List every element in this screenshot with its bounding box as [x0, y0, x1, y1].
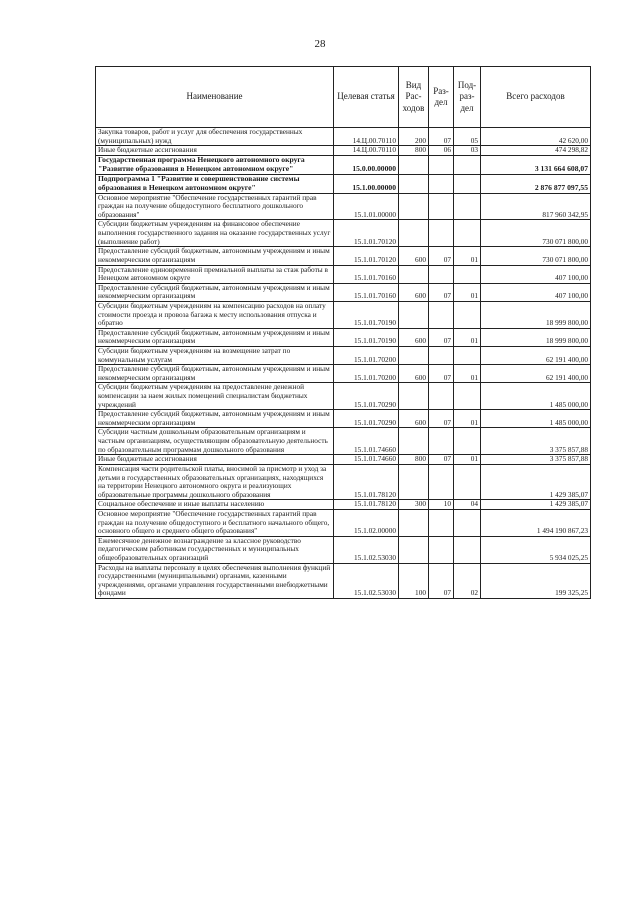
- row-total-cell: 817 960 342,95: [481, 193, 591, 220]
- table-row: [96, 347, 591, 365]
- row-total-cell: 474 298,82: [481, 146, 591, 156]
- row-section-cell: 07: [429, 283, 454, 301]
- header-expense-type: Вид Рас- ходов: [399, 67, 429, 128]
- table-row: [96, 193, 591, 220]
- row-subsection-cell: 03: [454, 146, 481, 156]
- row-target-article-cell: 15.1.02.00000: [334, 509, 399, 536]
- row-expense-type-cell: 800: [399, 146, 429, 156]
- row-subsection-cell: 05: [454, 128, 481, 146]
- row-expense-type-cell: 800: [399, 455, 429, 465]
- table-row: [96, 455, 591, 465]
- row-name-cell: Основное мероприятие "Обеспечение государственных гарантий прав граждан на получение общедоступного и бесплатного начального общего, основного общего и среднего общего образования": [96, 509, 334, 536]
- row-total-cell: 199 325,25: [481, 563, 591, 598]
- row-target-article-cell: 15.1.02.53030: [334, 536, 399, 563]
- row-total-cell: 1 494 190 867,23: [481, 509, 591, 536]
- row-subsection-cell: [454, 155, 481, 174]
- table-row: [96, 410, 591, 428]
- row-target-article-cell: 14.Ц.00.70110: [334, 128, 399, 146]
- row-section-cell: [429, 464, 454, 499]
- row-total-cell: 730 071 800,00: [481, 220, 591, 247]
- row-total-cell: 3 375 857,88: [481, 428, 591, 455]
- row-subsection-cell: 04: [454, 500, 481, 510]
- table-row: [96, 174, 591, 193]
- row-section-cell: [429, 509, 454, 536]
- table-row: [96, 464, 591, 499]
- row-subsection-cell: [454, 174, 481, 193]
- row-expense-type-cell: [399, 193, 429, 220]
- row-name-cell: Субсидии бюджетным учреждениям на компенсацию расходов на оплату стоимости проезда и провоза багажа к месту использования отпуска и обратно: [96, 301, 334, 328]
- row-target-article-cell: 15.1.01.70190: [334, 301, 399, 328]
- row-target-article-cell: 15.1.01.70290: [334, 383, 399, 410]
- row-subsection-cell: 01: [454, 283, 481, 301]
- row-section-cell: 07: [429, 410, 454, 428]
- table-row: [96, 220, 591, 247]
- row-name-cell: Подпрограмма 1 "Развитие и совершенствование системы образования в Ненецком автономном округе": [96, 174, 334, 193]
- header-subsection: Под- раз- дел: [454, 67, 481, 128]
- row-total-cell: 3 131 664 608,07: [481, 155, 591, 174]
- row-section-cell: [429, 174, 454, 193]
- row-section-cell: 07: [429, 128, 454, 146]
- row-name-cell: Расходы на выплаты персоналу в целях обеспечения выполнения функций государственными (муниципальными) органами, казенными учреждениями, органами управления государственными внебюджетными фондами: [96, 563, 334, 598]
- row-target-article-cell: 15.1.01.70160: [334, 265, 399, 283]
- row-target-article-cell: 15.1.02.53030: [334, 563, 399, 598]
- row-total-cell: 407 100,00: [481, 265, 591, 283]
- row-target-article-cell: 15.1.01.78120: [334, 500, 399, 510]
- table-row: [96, 328, 591, 346]
- row-section-cell: [429, 155, 454, 174]
- row-expense-type-cell: [399, 536, 429, 563]
- row-name-cell: Социальное обеспечение и иные выплаты населению: [96, 500, 334, 510]
- row-subsection-cell: 01: [454, 247, 481, 265]
- row-expense-type-cell: 600: [399, 283, 429, 301]
- row-name-cell: Компенсация части родительской платы, вносимой за присмотр и уход за детьми в государственных образовательных организациях, находящихся на территории Ненецкого автономного округа и реализующих образовательные программы дошкольного образования: [96, 464, 334, 499]
- row-section-cell: 07: [429, 563, 454, 598]
- header-total: Всего расходов: [481, 67, 591, 128]
- row-target-article-cell: 15.1.01.70160: [334, 283, 399, 301]
- row-total-cell: 62 191 400,00: [481, 365, 591, 383]
- row-section-cell: [429, 220, 454, 247]
- row-target-article-cell: 15.1.01.74660: [334, 455, 399, 465]
- row-section-cell: 07: [429, 365, 454, 383]
- row-subsection-cell: [454, 193, 481, 220]
- row-section-cell: 06: [429, 146, 454, 156]
- row-expense-type-cell: 600: [399, 410, 429, 428]
- row-subsection-cell: [454, 347, 481, 365]
- row-total-cell: 3 375 857,88: [481, 455, 591, 465]
- row-section-cell: 07: [429, 247, 454, 265]
- row-target-article-cell: 15.1.01.70200: [334, 365, 399, 383]
- row-name-cell: Предоставление единовременной премиальной выплаты за стаж работы в Ненецком автономном округе: [96, 265, 334, 283]
- row-target-article-cell: 15.1.01.78120: [334, 464, 399, 499]
- row-name-cell: Субсидии бюджетным учреждениям на финансовое обеспечение выполнения государственного задания на оказание государственных услуг (выполнение работ): [96, 220, 334, 247]
- row-subsection-cell: [454, 536, 481, 563]
- table-row: [96, 563, 591, 598]
- table-row: [96, 428, 591, 455]
- row-expense-type-cell: [399, 428, 429, 455]
- row-name-cell: Предоставление субсидий бюджетным, автономным учреждениям и иным некоммерческим организациям: [96, 410, 334, 428]
- row-total-cell: 1 429 385,07: [481, 500, 591, 510]
- row-section-cell: [429, 383, 454, 410]
- row-name-cell: Ежемесячное денежное вознаграждение за классное руководство педагогическим работникам государственных и муниципальных общеобразовательных организаций: [96, 536, 334, 563]
- row-target-article-cell: 15.1.01.00000: [334, 193, 399, 220]
- row-subsection-cell: [454, 383, 481, 410]
- row-expense-type-cell: 100: [399, 563, 429, 598]
- table-row: [96, 509, 591, 536]
- row-name-cell: Субсидии бюджетным учреждениям на возмещение затрат по коммунальным услугам: [96, 347, 334, 365]
- row-name-cell: Предоставление субсидий бюджетным, автономным учреждениям и иным некоммерческим организациям: [96, 365, 334, 383]
- table-row: [96, 365, 591, 383]
- row-total-cell: 1 485 000,00: [481, 410, 591, 428]
- row-expense-type-cell: [399, 464, 429, 499]
- table-row: [96, 383, 591, 410]
- row-total-cell: 730 071 800,00: [481, 247, 591, 265]
- table-row: [96, 146, 591, 156]
- row-subsection-cell: [454, 464, 481, 499]
- row-subsection-cell: [454, 509, 481, 536]
- table-row: [96, 155, 591, 174]
- page-number: 28: [314, 38, 326, 50]
- row-total-cell: 407 100,00: [481, 283, 591, 301]
- row-target-article-cell: 15.1.00.00000: [334, 174, 399, 193]
- row-subsection-cell: [454, 220, 481, 247]
- row-subsection-cell: 01: [454, 455, 481, 465]
- row-total-cell: 18 999 800,00: [481, 301, 591, 328]
- row-subsection-cell: 01: [454, 328, 481, 346]
- row-name-cell: Иные бюджетные ассигнования: [96, 455, 334, 465]
- row-target-article-cell: 15.1.01.70120: [334, 247, 399, 265]
- row-expense-type-cell: [399, 301, 429, 328]
- row-total-cell: 5 934 025,25: [481, 536, 591, 563]
- row-section-cell: [429, 265, 454, 283]
- row-name-cell: Закупка товаров, работ и услуг для обеспечения государственных (муниципальных) нужд: [96, 128, 334, 146]
- table-row: [96, 536, 591, 563]
- row-target-article-cell: 15.0.00.00000: [334, 155, 399, 174]
- header-name: Наименование: [96, 67, 334, 128]
- row-section-cell: 07: [429, 328, 454, 346]
- row-target-article-cell: 15.1.01.70290: [334, 410, 399, 428]
- row-target-article-cell: 15.1.01.70120: [334, 220, 399, 247]
- row-name-cell: Субсидии бюджетным учреждениям на предоставление денежной компенсации за наем жилых помещений специалистам бюджетных учреждений: [96, 383, 334, 410]
- row-section-cell: 10: [429, 500, 454, 510]
- row-total-cell: 18 999 800,00: [481, 328, 591, 346]
- row-name-cell: Предоставление субсидий бюджетным, автономным учреждениям и иным некоммерческим организациям: [96, 328, 334, 346]
- row-expense-type-cell: 600: [399, 328, 429, 346]
- table-row: [96, 128, 591, 146]
- row-name-cell: Предоставление субсидий бюджетным, автономным учреждениям и иным некоммерческим организациям: [96, 247, 334, 265]
- row-target-article-cell: 15.1.01.70200: [334, 347, 399, 365]
- row-target-article-cell: 14.Ц.00.70110: [334, 146, 399, 156]
- table-header-row: [96, 67, 591, 128]
- row-subsection-cell: 01: [454, 410, 481, 428]
- row-expense-type-cell: [399, 383, 429, 410]
- row-total-cell: 2 876 877 097,55: [481, 174, 591, 193]
- budget-table: [95, 66, 591, 599]
- row-name-cell: Предоставление субсидий бюджетным, автономным учреждениям и иным некоммерческим организациям: [96, 283, 334, 301]
- table-row: [96, 247, 591, 265]
- row-section-cell: 07: [429, 455, 454, 465]
- header-section: Раз- дел: [429, 67, 454, 128]
- row-subsection-cell: [454, 301, 481, 328]
- row-expense-type-cell: 300: [399, 500, 429, 510]
- row-target-article-cell: 15.1.01.74660: [334, 428, 399, 455]
- row-expense-type-cell: [399, 347, 429, 365]
- row-section-cell: [429, 536, 454, 563]
- row-name-cell: Основное мероприятие "Обеспечение государственных гарантий прав граждан на получение общедоступного бесплатного дошкольного образования": [96, 193, 334, 220]
- row-expense-type-cell: [399, 174, 429, 193]
- row-total-cell: 1 429 385,07: [481, 464, 591, 499]
- table-row: [96, 301, 591, 328]
- row-expense-type-cell: [399, 155, 429, 174]
- row-name-cell: Субсидии частным дошкольным образовательным организациям и частным организациям, осуществляющим образовательную деятельность по образовательным программам дошкольного образования: [96, 428, 334, 455]
- row-total-cell: 62 191 400,00: [481, 347, 591, 365]
- row-name-cell: Иные бюджетные ассигнования: [96, 146, 334, 156]
- table-row: [96, 265, 591, 283]
- row-section-cell: [429, 347, 454, 365]
- row-expense-type-cell: [399, 509, 429, 536]
- row-section-cell: [429, 428, 454, 455]
- table-body: [96, 128, 591, 599]
- row-total-cell: 42 620,00: [481, 128, 591, 146]
- row-target-article-cell: 15.1.01.70190: [334, 328, 399, 346]
- row-section-cell: [429, 193, 454, 220]
- row-expense-type-cell: 200: [399, 128, 429, 146]
- row-expense-type-cell: [399, 265, 429, 283]
- header-target-article: Целевая статья: [334, 67, 399, 128]
- row-name-cell: Государственная программа Ненецкого автономного округа "Развитие образования в Ненецком автономном округе": [96, 155, 334, 174]
- table-row: [96, 283, 591, 301]
- row-subsection-cell: 02: [454, 563, 481, 598]
- row-expense-type-cell: 600: [399, 365, 429, 383]
- row-expense-type-cell: 600: [399, 247, 429, 265]
- row-expense-type-cell: [399, 220, 429, 247]
- row-section-cell: [429, 301, 454, 328]
- row-subsection-cell: 01: [454, 365, 481, 383]
- row-subsection-cell: [454, 428, 481, 455]
- row-subsection-cell: [454, 265, 481, 283]
- row-total-cell: 1 485 000,00: [481, 383, 591, 410]
